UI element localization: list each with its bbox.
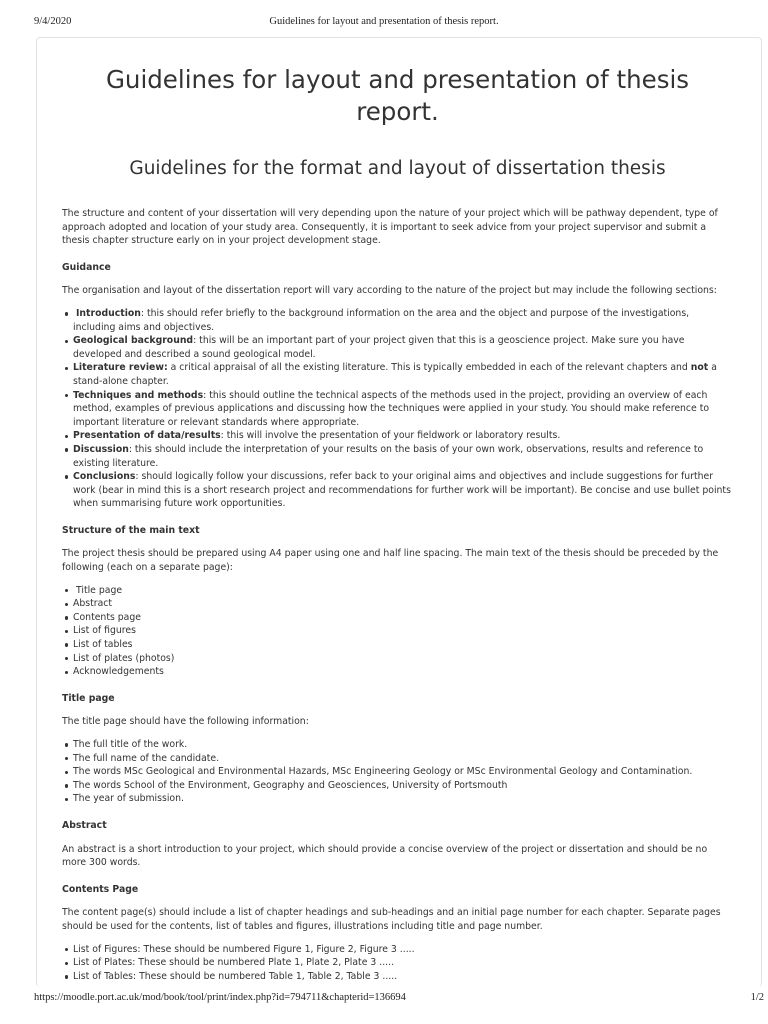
item-text: : this should include the interpretation of your results on the basis of your own work, observations, results and reference to existing literature. bbox=[73, 443, 704, 469]
item-term: Discussion bbox=[73, 443, 129, 455]
list-item: The full title of the work. bbox=[73, 738, 733, 752]
item-text: : this should outline the technical aspects of the methods used in the project, providing an overview of each method, examples of previous applications and discussing how the techniques were applied in your study. You should make reference to important literature or relevant standards where appropriate. bbox=[73, 389, 710, 428]
item-term: Techniques and methods bbox=[73, 389, 204, 401]
contents-page-paragraph: The content page(s) should include a list of chapter headings and sub-headings and an initial page number for each chapter. Separate pages should be used for the contents, list of tables and figures, illustrations including title and page number. bbox=[62, 907, 721, 932]
guidance-heading: Guidance bbox=[62, 261, 111, 273]
list-item bbox=[73, 470, 733, 511]
print-date: 9/4/2020 bbox=[34, 16, 72, 27]
structure-heading: Structure of the main text bbox=[62, 524, 200, 536]
list-item bbox=[73, 307, 733, 334]
list-item: List of Figures: These should be numbered Figure 1, Figure 2, Figure 3 ..... bbox=[73, 943, 733, 957]
item-text: : this will involve the presentation of your fieldwork or laboratory results. bbox=[220, 430, 561, 442]
chapter-subtitle: Guidelines for the format and layout of dissertation thesis bbox=[129, 158, 666, 179]
list-item: List of figures bbox=[73, 624, 733, 638]
list-item: The year of submission. bbox=[73, 792, 733, 806]
list-item bbox=[73, 429, 733, 443]
abstract-heading: Abstract bbox=[62, 819, 107, 831]
list-item: List of plates (photos) bbox=[73, 652, 733, 666]
list-item: Contents page bbox=[73, 611, 733, 625]
list-item bbox=[73, 584, 733, 598]
list-item: Acknowledgements bbox=[73, 665, 733, 679]
print-page-title: Guidelines for layout and presentation of thesis report. bbox=[269, 16, 499, 27]
list-item: The words School of the Environment, Geography and Geosciences, University of Portsmouth bbox=[73, 779, 733, 793]
item-term: Literature review: bbox=[73, 362, 168, 374]
guidance-paragraph: The organisation and layout of the dissertation report will vary according to the nature of the project but may include the following sections: bbox=[62, 285, 717, 297]
list-item bbox=[73, 443, 733, 470]
structure-list bbox=[62, 584, 733, 679]
contents-page-list bbox=[62, 943, 733, 984]
print-header bbox=[0, 16, 768, 30]
item-term: Introduction bbox=[75, 307, 141, 319]
structure-paragraph: The project thesis should be prepared using A4 paper using one and half line spacing. The main text of the thesis should be preceded by the following (each on a separate page): bbox=[62, 548, 719, 574]
item-text: a stand-alone chapter. bbox=[73, 362, 717, 387]
chapter-content bbox=[37, 38, 761, 987]
item-text: a critical appraisal of all the existing literature. This is typically embedded in each of the relevant chapters and bbox=[167, 362, 691, 374]
print-url: https://moodle.port.ac.uk/mod/book/tool/print/index.php?id=794711&chapterid=136694 bbox=[34, 992, 406, 1003]
item-term: Presentation of data/results bbox=[73, 430, 221, 442]
list-item: List of Tables: These should be numbered Table 1, Table 2, Table 3 ..... bbox=[73, 970, 733, 984]
list-item bbox=[73, 334, 733, 361]
guidance-list bbox=[62, 307, 733, 511]
item-text: : this will be an important part of your project given that this is a geoscience project. Make sure you have developed and described a sound geological model. bbox=[73, 335, 685, 360]
title-page-list bbox=[62, 738, 733, 806]
item-emphasis: not bbox=[690, 362, 709, 374]
contents-page-heading: Contents Page bbox=[62, 883, 139, 895]
list-item: Abstract bbox=[73, 597, 733, 611]
title-page-heading: Title page bbox=[62, 692, 115, 704]
list-item bbox=[73, 389, 733, 430]
title-page-paragraph: The title page should have the following information: bbox=[62, 716, 309, 728]
print-footer bbox=[0, 992, 768, 1006]
print-page-number: 1/2 bbox=[750, 992, 764, 1003]
item-text: : should logically follow your discussions, refer back to your original aims and objectives and include suggestions for further work (bear in mind this is a short research project and recommendations for further work will be important). Be concise and use bullet points when summarising future work opportunities. bbox=[73, 471, 731, 510]
list-item bbox=[73, 361, 733, 388]
item-term: Conclusions bbox=[73, 471, 136, 483]
list-item: List of Plates: These should be numbered Plate 1, Plate 2, Plate 3 ..... bbox=[73, 956, 733, 970]
item-term: Geological background bbox=[73, 335, 194, 347]
item-text: : this should refer briefly to the background information on the area and the object and purpose of the investigations, including aims and objectives. bbox=[73, 307, 690, 333]
list-item: The words MSc Geological and Environmental Hazards, MSc Engineering Geology or MSc Environmental Geology and Contamination. bbox=[73, 765, 733, 779]
list-item: List of tables bbox=[73, 638, 733, 652]
list-item: The full name of the candidate. bbox=[73, 752, 733, 766]
item-text: Title page bbox=[75, 584, 123, 596]
abstract-paragraph: An abstract is a short introduction to your project, which should provide a concise overview of the project or dissertation and should be no more 300 words. bbox=[62, 843, 708, 869]
book-chapter-card bbox=[36, 37, 762, 987]
intro-paragraph: The structure and content of your dissertation will very depending upon the nature of your project which will be pathway dependent, type of approach adopted and location of your study area. Consequently, it is important to seek advice from your project supervisor and submit a thesis chapter structure early on in your project development stage. bbox=[62, 208, 718, 247]
page-title: Guidelines for layout and presentation of thesis report. bbox=[105, 65, 690, 126]
